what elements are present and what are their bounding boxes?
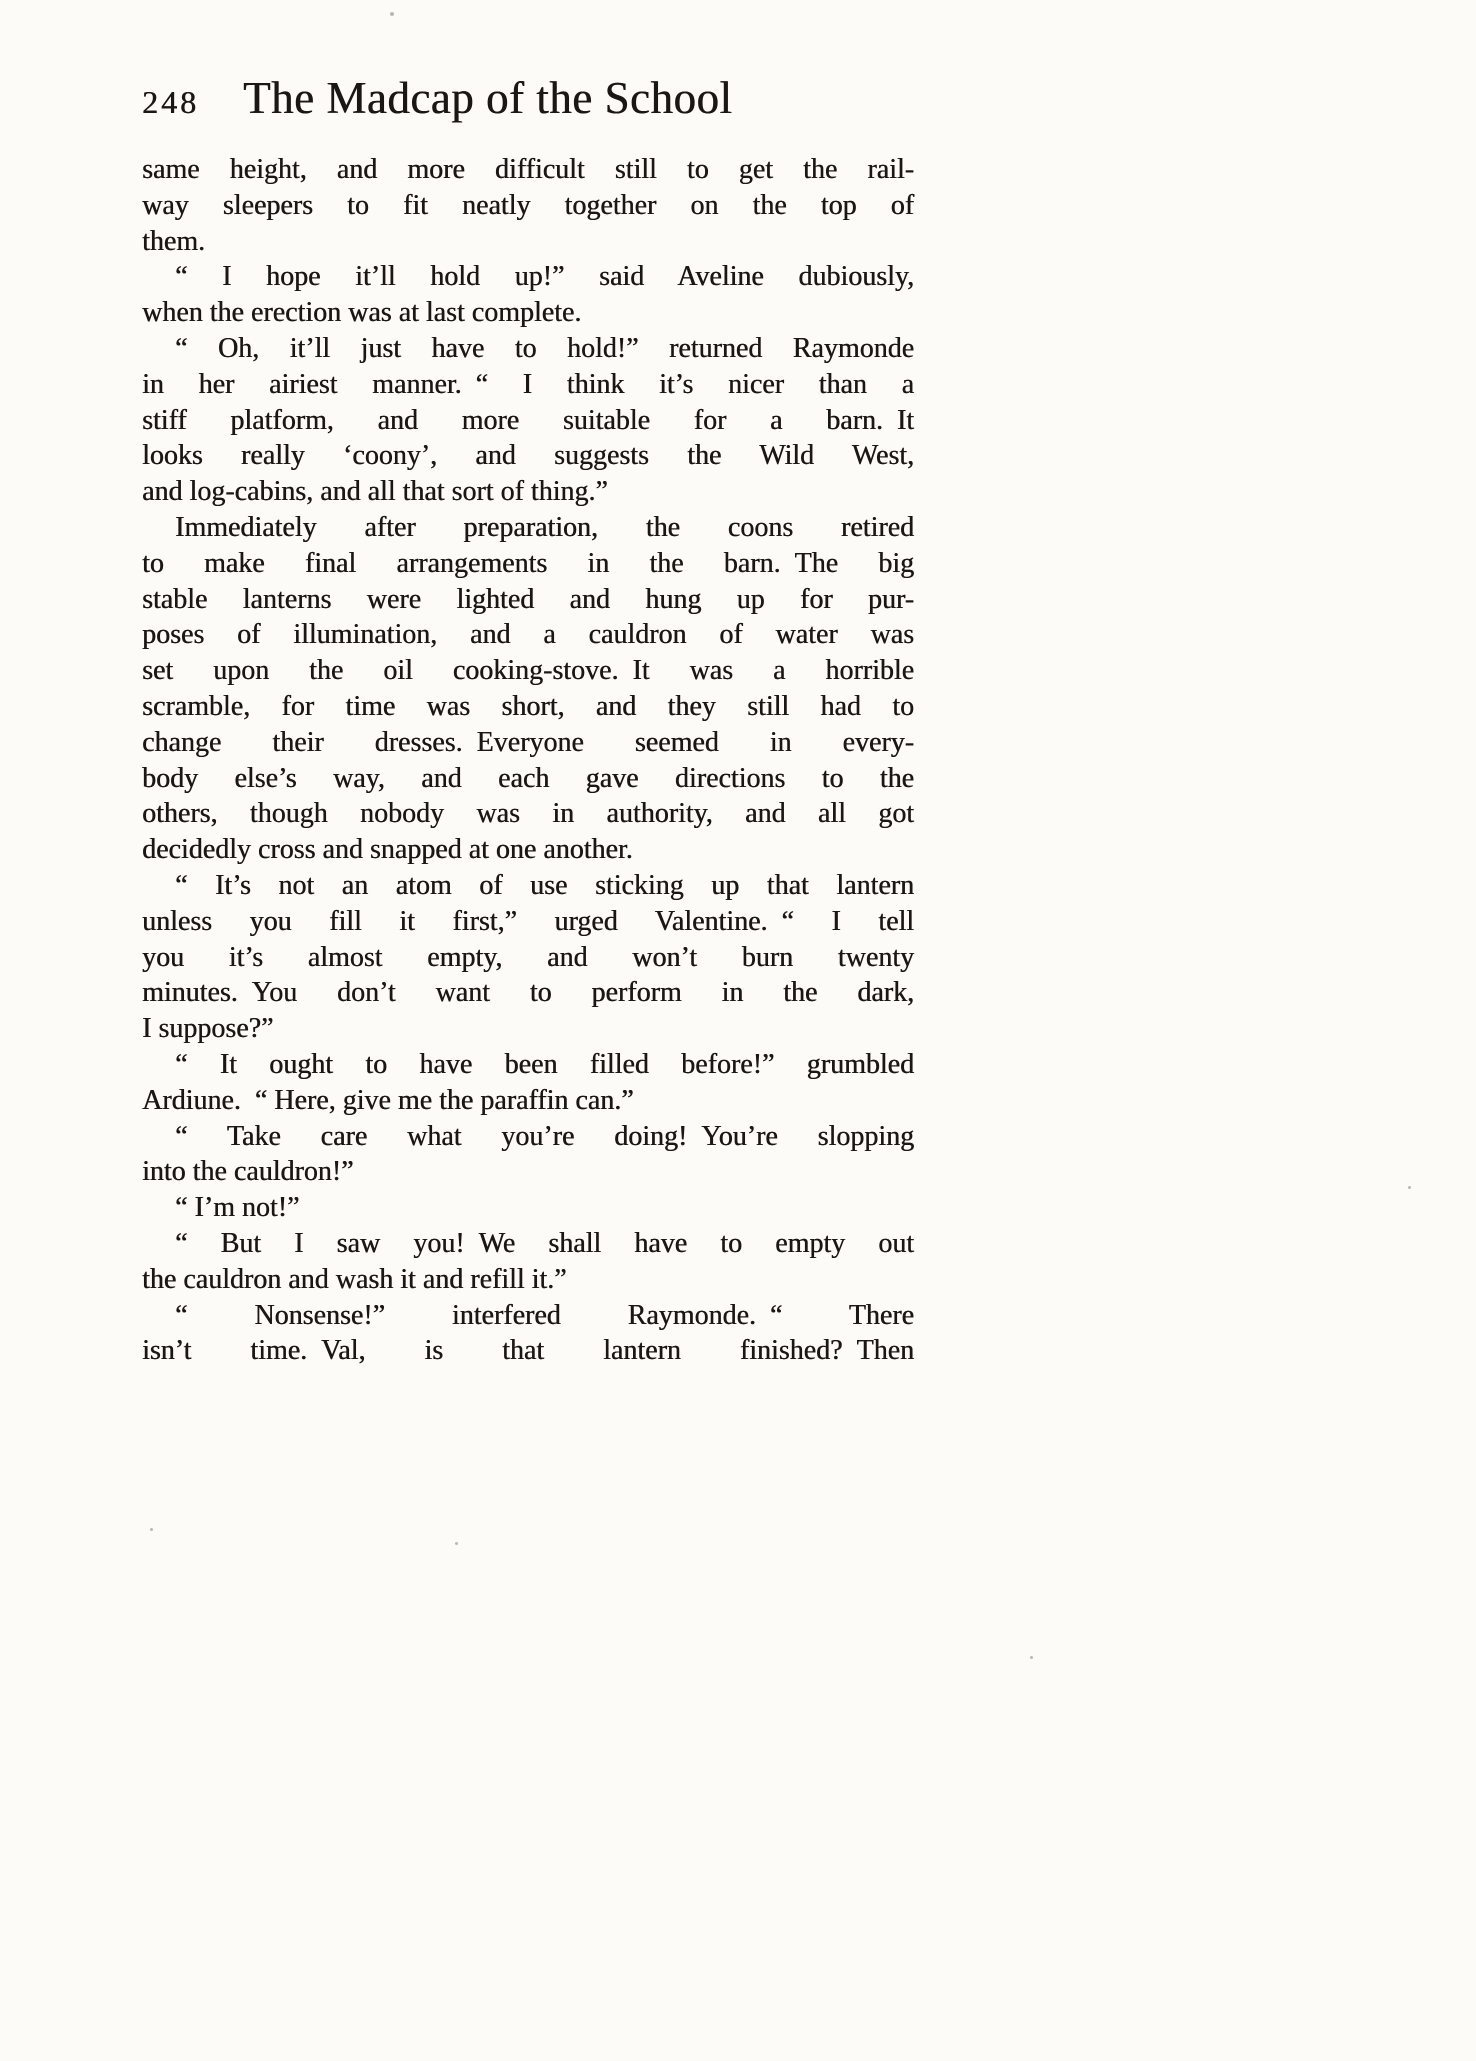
text-line: “ It’s not an atom of use sticking up that lantern [175, 869, 914, 901]
text-line: “ But I saw you! We shall have to empty out [175, 1227, 914, 1259]
text-line: I suppose?” [142, 1013, 274, 1045]
text-line: the cauldron and wash it and refill it.” [142, 1263, 567, 1295]
paragraph [142, 868, 914, 1047]
paragraph [142, 1119, 914, 1191]
text-line: poses of illumination, and a cauldron of water was [142, 619, 914, 651]
paragraph [142, 152, 914, 259]
text-line: change their dresses. Everyone seemed in every- [142, 726, 914, 758]
text-line: and log-cabins, and all that sort of thing.” [142, 476, 608, 508]
text-line: decidedly cross and snapped at one another. [142, 834, 633, 866]
text-line: stiff platform, and more suitable for a barn. It [142, 404, 914, 436]
page-text [142, 152, 914, 1369]
text-line: into the cauldron!” [142, 1156, 354, 1188]
text-line: to make final arrangements in the barn. The big [142, 547, 914, 579]
text-line: Immediately after preparation, the coons retired [175, 511, 914, 543]
text-line: same height, and more difficult still to get the rail- [142, 154, 914, 185]
text-line: stable lanterns were lighted and hung up for pur- [142, 583, 914, 615]
text-line: isn’t time. Val, is that lantern finished? Then [142, 1335, 914, 1367]
text-line: in her airiest manner. “ I think it’s nicer than a [142, 368, 914, 400]
running-title: The Madcap of the School [243, 73, 733, 123]
text-line: minutes. You don’t want to perform in the dark, [142, 977, 914, 1009]
text-line: others, though nobody was in authority, and all got [142, 798, 914, 830]
paragraph [142, 510, 914, 868]
text-line: “ Oh, it’ll just have to hold!” returned Raymonde [175, 332, 914, 364]
text-line: you it’s almost empty, and won’t burn twenty [142, 941, 914, 973]
page-header [142, 72, 942, 124]
text-line: set upon the oil cooking-stove. It was a horrible [142, 655, 914, 687]
scan-speck [1408, 1186, 1411, 1189]
paragraph [142, 259, 914, 331]
text-line: “ I’m not!” [175, 1192, 300, 1224]
scan-speck [1030, 1656, 1033, 1659]
scan-speck [390, 12, 394, 16]
paragraph [142, 1226, 914, 1298]
text-line: unless you fill it first,” urged Valentine. “ I tell [142, 905, 914, 937]
text-line: “ Take care what you’re doing! You’re slopping [175, 1120, 914, 1152]
text-line: way sleepers to fit neatly together on the top of [142, 189, 914, 221]
text-line: when the erection was at last complete. [142, 297, 582, 329]
page-number: 248 [142, 84, 199, 120]
text-line: scramble, for time was short, and they still had to [142, 690, 914, 722]
paragraph [142, 1298, 914, 1370]
text-line: “ Nonsense!” interfered Raymonde. “ There [175, 1299, 914, 1331]
text-line: “ I hope it’ll hold up!” said Aveline dubiously, [175, 261, 914, 293]
paragraph [142, 331, 914, 510]
text-line: looks really ‘coony’, and suggests the Wild West, [142, 440, 914, 472]
text-line: “ It ought to have been filled before!” grumbled [175, 1048, 914, 1080]
text-line: Ardiune. “ Here, give me the paraffin can.” [142, 1084, 634, 1116]
text-line: them. [142, 225, 205, 257]
text-line: body else’s way, and each gave directions to the [142, 762, 914, 794]
paragraph [142, 1047, 914, 1119]
scan-speck [150, 1528, 153, 1531]
scan-speck [455, 1542, 458, 1545]
paragraph [142, 1190, 914, 1226]
